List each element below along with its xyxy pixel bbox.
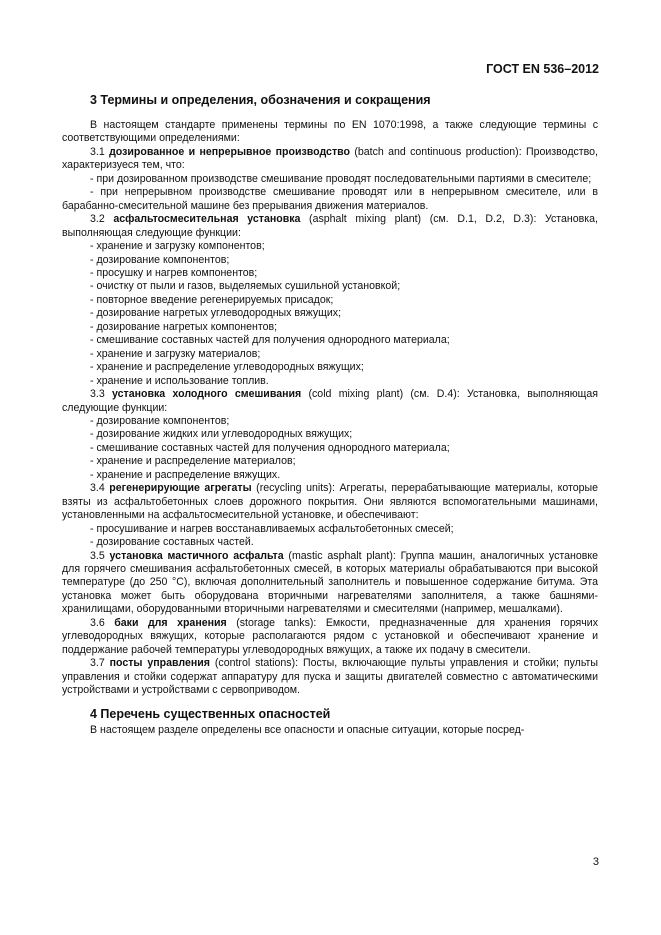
document-body bbox=[62, 93, 598, 738]
term-3-6 bbox=[62, 617, 598, 657]
term-definition: (storage tanks): Емкости, предназначенные для хранения горячих углеводородных вяжущих, которые располагаются рядом с установкой и обеспечивают хранение и поддержание рабочей температуры углеводородных вяжущих, а также их подачу в смесители. bbox=[62, 616, 599, 656]
document-code: ГОСТ EN 536–2012 bbox=[486, 62, 599, 76]
term-title: установка мастичного асфальта bbox=[109, 549, 284, 562]
section-4-intro: В настоящем разделе определены все опасности и опасные ситуации, которые посред- bbox=[90, 724, 525, 737]
page-number: 3 bbox=[592, 856, 599, 868]
term-title: посты управления bbox=[109, 657, 210, 670]
term-definition: (recycling units): Агрегаты, перерабатывающие материалы, которые взяты из асфальтобетонных слоев дорожного покрытия. Они являются вспомогательными машинами, установленными на асфальтосмесительной установке, и обеспечивают: bbox=[62, 482, 599, 522]
term-title: баки для хранения bbox=[114, 616, 227, 629]
list-item: - дозирование нагретых компонентов; bbox=[90, 320, 278, 333]
list-item: - хранение и распределение вяжущих. bbox=[90, 468, 281, 481]
list-item: - хранение и распределение материалов; bbox=[90, 455, 296, 468]
list-item: - при непрерывном производстве смешивание проводят или в непрерывном смесителе, или в барабанно-смесительной машине без прерывания движения материалов. bbox=[62, 186, 598, 212]
section-3-intro: В настоящем стандарте применены термины по EN 1070:1998, а также следующие термины с соответствующими определениями: bbox=[62, 119, 598, 145]
list-item: - хранение и распределение углеводородных вяжущих; bbox=[90, 361, 364, 374]
term-number: 3.1 bbox=[90, 145, 110, 158]
term-number: 3.4 bbox=[90, 482, 110, 495]
list-item: - очистку от пыли и газов, выделяемых сушильной установкой; bbox=[90, 280, 401, 293]
term-number: 3.5 bbox=[90, 549, 110, 562]
term-definition: (asphalt mixing plant) (см. D.1, D.2, D.3): Установка, выполняющая следующие функции: bbox=[62, 213, 599, 239]
list-item: - смешивание составных частей для получения однородного материала; bbox=[90, 334, 450, 347]
list-item: - дозирование составных частей. bbox=[90, 536, 254, 549]
list-item: - просушивание и нагрев восстанавливаемых асфальтобетонных смесей; bbox=[90, 522, 454, 535]
term-number: 3.7 bbox=[90, 657, 110, 670]
list-item: - дозирование компонентов; bbox=[90, 253, 230, 266]
term-3-5 bbox=[62, 550, 598, 617]
list-item: - дозирование компонентов; bbox=[90, 414, 230, 427]
list-item: - просушку и нагрев компонентов; bbox=[90, 266, 258, 279]
list-item: - дозирование жидких или углеводородных вяжущих; bbox=[90, 428, 353, 441]
section-3-heading: 3 Термины и определения, обозначения и сокращения bbox=[90, 93, 431, 107]
list-item: - при дозированном производстве смешивание проводят последовательными партиями в смесителе; bbox=[90, 172, 592, 185]
term-3-4 bbox=[62, 482, 598, 522]
section-4-heading: 4 Перечень существенных опасностей bbox=[90, 707, 331, 722]
list-item: - дозирование нагретых углеводородных вяжущих; bbox=[90, 307, 342, 320]
list-item: - хранение и загрузку компонентов; bbox=[90, 240, 265, 253]
term-3-1 bbox=[62, 146, 598, 173]
term-title: регенерирующие агрегаты bbox=[109, 482, 252, 495]
term-number: 3.2 bbox=[90, 213, 114, 226]
list-item: - хранение и использование топлив. bbox=[90, 374, 269, 387]
term-3-3 bbox=[62, 388, 598, 415]
list-item: - хранение и загрузку материалов; bbox=[90, 347, 261, 360]
term-definition: (mastic asphalt plant): Группа машин, аналогичных установке для горячего смешивания асфальтобетонных смесей, в которых материалы обрабатываются при высокой температуре (до 250 °С), включая дополнительный заполнитель и повышенное содержание битума. Эта установка может быть оборудована вторичными нагревателями заполнителя, а также башнями-хранилищами, оборудованными вторичными нагревателями и смесителями (например, мешалками). bbox=[62, 549, 599, 616]
term-title: установка холодного смешивания bbox=[112, 388, 302, 401]
term-number: 3.6 bbox=[90, 616, 115, 629]
term-3-2 bbox=[62, 213, 598, 240]
term-definition: (batch and continuous production): Производство, характеризуеся тем, что: bbox=[62, 145, 598, 172]
term-title: дозированное и непрерывное производство bbox=[109, 145, 350, 158]
term-3-7 bbox=[62, 657, 598, 697]
list-item: - смешивание составных частей для получения однородного материала; bbox=[90, 441, 450, 454]
term-number: 3.3 bbox=[90, 388, 113, 401]
list-item: - повторное введение регенерируемых присадок; bbox=[90, 293, 334, 306]
term-definition: (cold mixing plant) (см. D.4): Установка, выполняющая следующие функции: bbox=[62, 388, 598, 414]
term-definition: (control stations): Посты, включающие пульты управления и стойки; пульты управления и стойки содержат аппаратуру для пуска и защиты двигателей совместно с автоматическими устройствами и устройствами с сервоприводом. bbox=[62, 657, 598, 697]
term-title: асфальтосмесительная установка bbox=[113, 213, 301, 226]
